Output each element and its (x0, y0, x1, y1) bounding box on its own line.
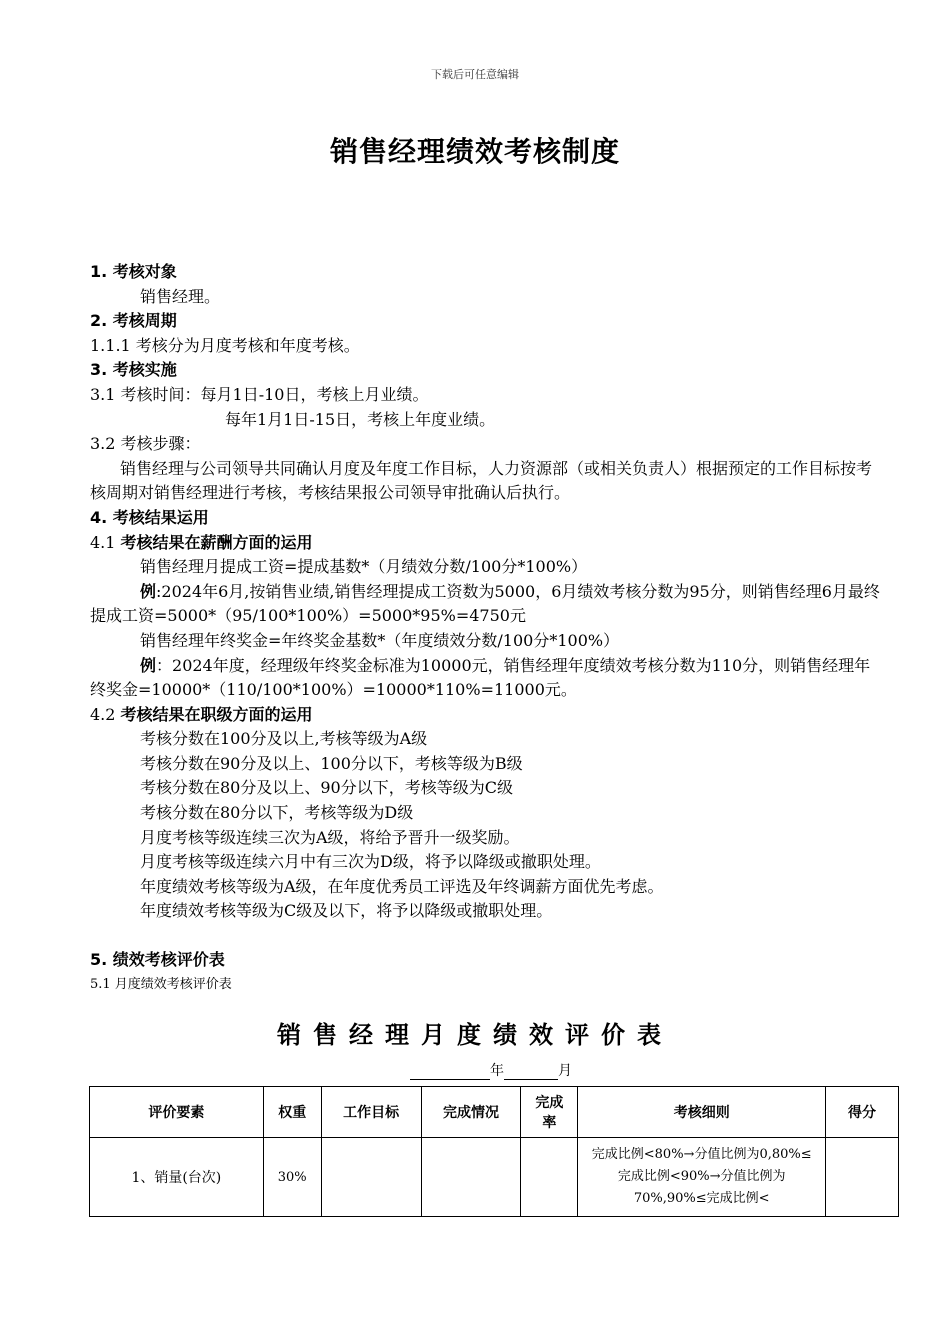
example-2-text: ：2024年度，经理级年终奖金标准为10000元，销售经理年度绩效考核分数为110分，则销售经理年终奖金=10000*（110/100*100%）=10000*110%=11000元。 (90, 655, 871, 700)
month-blank (504, 1063, 558, 1080)
grade-rule: 考核分数在80分及以上、90分以下，考核等级为C级 (140, 778, 513, 798)
section-3-2-paragraph: 销售经理与公司领导共同确认月度及年度工作目标，人力资源部（或相关负责人）根据预定的工作目标按考核周期对销售经理进行考核，考核结果报公司领导审批确认后执行。 (90, 458, 873, 503)
table-row (90, 1138, 899, 1217)
section-5-1-label: 5.1 月度绩效考核评价表 (90, 976, 232, 992)
grade-rule: 考核分数在80分以下，考核等级为D级 (140, 803, 414, 823)
monthly-formula: 销售经理月提成工资=提成基数*（月绩效分数/100分*100%） (140, 557, 588, 577)
grade-rule: 考核分数在90分及以上、100分以下，考核等级为B级 (140, 753, 523, 773)
grade-rule: 月度考核等级连续六月中有三次为D级，将予以降级或撤职处理。 (140, 852, 601, 872)
section-4-1-title (90, 531, 880, 556)
example-2-label: 例 (140, 655, 157, 675)
section-3-1-line2: 每年1月1日-15日，考核上年度业绩。 (225, 409, 496, 429)
column-header: 完成情况 (421, 1087, 521, 1138)
rule-cell: 完成比例<80%→分值比例为0,80%≤完成比例<90%→分值比例为70%,90%≤完成比例< (578, 1138, 826, 1217)
grade-rule: 年度绩效考核等级为A级，在年度优秀员工评选及年终调薪方面优先考虑。 (140, 876, 664, 896)
factor-cell: 1、销量(台次) (90, 1138, 264, 1217)
rate-cell[interactable] (521, 1138, 578, 1217)
section-4-2-heading: 考核结果在职级方面的运用 (120, 704, 313, 724)
spacer (90, 924, 880, 948)
target-cell[interactable] (321, 1138, 421, 1217)
section-1-heading: 1. 考核对象 (90, 262, 177, 281)
example-2 (90, 654, 880, 703)
section-4-heading: 4. 考核结果运用 (90, 507, 209, 527)
page-title: 销售经理绩效考核制度 (329, 135, 620, 168)
section-2-text: 1.1.1 考核分为月度考核和年度考核。 (90, 335, 360, 355)
column-header: 评价要素 (90, 1087, 264, 1138)
table-header-row (90, 1087, 899, 1138)
month-label: 月 (558, 1063, 572, 1079)
section-5-heading: 5. 绩效考核评价表 (90, 950, 225, 970)
grade-rule: 考核分数在100分及以上,考核等级为A级 (140, 729, 428, 749)
column-header: 工作目标 (321, 1087, 421, 1138)
year-blank (410, 1063, 490, 1080)
date-line (410, 1060, 572, 1080)
year-label: 年 (490, 1063, 504, 1079)
section-4-2-title (90, 703, 880, 728)
example-1-text: :2024年6月,按销售业绩,销售经理提成工资数为5000，6月绩效考核分数为95分，则销售经理6月最终提成工资=5000*（95/100*100%）=5000*95%=4750元 (90, 581, 880, 626)
column-header: 得分 (826, 1087, 899, 1138)
section-4-2-number: 4.2 (90, 704, 121, 724)
header-note: 下载后可任意编辑 (431, 68, 519, 81)
section-3-2-label: 3.2 考核步骤： (90, 434, 201, 454)
status-cell[interactable] (421, 1138, 521, 1217)
section-2-heading: 2. 考核周期 (90, 311, 177, 331)
score-cell[interactable] (826, 1138, 899, 1217)
column-header: 完成率 (521, 1087, 578, 1138)
example-1 (90, 580, 880, 629)
example-1-label: 例 (140, 581, 157, 601)
section-3-1-line1: 3.1 考核时间：每月1日-10日，考核上月业绩。 (90, 384, 429, 404)
annual-formula: 销售经理年终奖金=年终奖金基数*（年度绩效分数/100分*100%） (140, 630, 620, 650)
grade-rule: 月度考核等级连续三次为A级，将给予晋升一级奖励。 (140, 827, 520, 847)
evaluation-table (89, 1086, 899, 1217)
grade-rule: 年度绩效考核等级为C级及以下，将予以降级或撤职处理。 (140, 901, 553, 921)
document-body (90, 260, 880, 997)
section-3-heading: 3. 考核实施 (90, 360, 177, 380)
section-4-1-number: 4.1 (90, 532, 121, 552)
column-header: 考核细则 (578, 1087, 826, 1138)
column-header: 权重 (263, 1087, 321, 1138)
table-title: 销售经理月度绩效评价表 (277, 1021, 673, 1049)
section-4-1-heading: 考核结果在薪酬方面的运用 (120, 532, 313, 552)
weight-cell: 30% (263, 1138, 321, 1217)
section-1-text: 销售经理。 (140, 286, 221, 306)
